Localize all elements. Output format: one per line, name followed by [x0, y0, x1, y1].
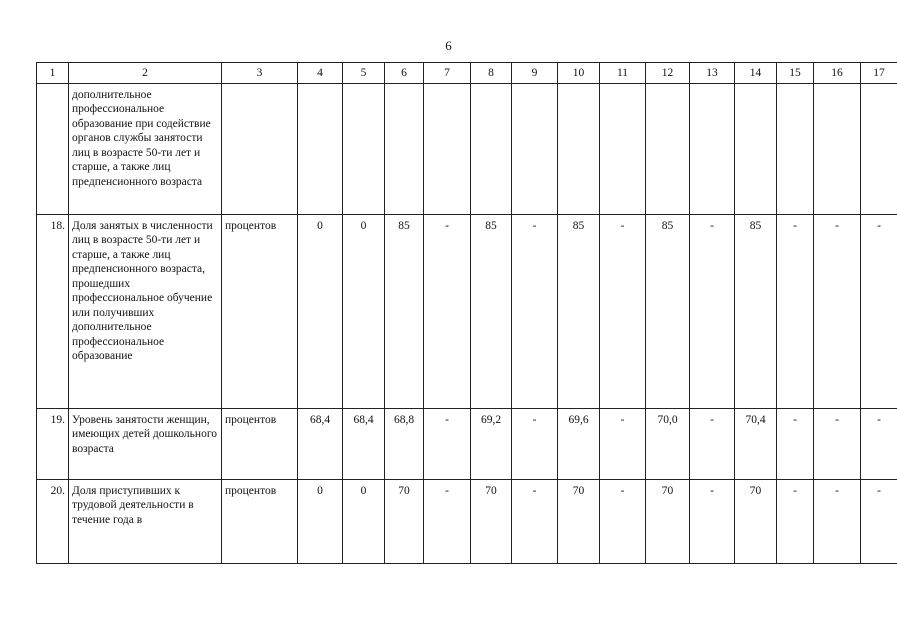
column-header: 2	[69, 63, 222, 84]
value-cell: -	[861, 479, 897, 563]
value-cell: 70	[471, 479, 512, 563]
column-header: 15	[777, 63, 814, 84]
column-header: 17	[861, 63, 897, 84]
value-cell	[735, 83, 777, 214]
value-cell	[646, 83, 690, 214]
value-cell: 70,0	[646, 408, 690, 479]
value-cell: 85	[471, 214, 512, 408]
table-row-18	[37, 214, 897, 408]
column-header: 13	[690, 63, 735, 84]
value-cell: 69,2	[471, 408, 512, 479]
value-cell: 69,6	[558, 408, 600, 479]
column-header: 3	[222, 63, 298, 84]
table-row-20	[37, 479, 897, 563]
value-cell	[814, 83, 861, 214]
value-cell: -	[512, 214, 558, 408]
value-cell: 70	[646, 479, 690, 563]
value-cell: 85	[646, 214, 690, 408]
value-cell: 68,4	[343, 408, 385, 479]
table-row-19	[37, 408, 897, 479]
column-header: 7	[424, 63, 471, 84]
column-number-row	[37, 63, 897, 84]
value-cell: -	[861, 408, 897, 479]
page-number: 6	[445, 38, 452, 53]
column-header: 5	[343, 63, 385, 84]
value-cell: 85	[735, 214, 777, 408]
value-cell: 70,4	[735, 408, 777, 479]
indicator-name-cell: Доля приступивших к трудовой деятельности в течение года в	[69, 479, 222, 563]
value-cell: -	[777, 479, 814, 563]
value-cell: -	[814, 479, 861, 563]
unit-cell: процентов	[222, 479, 298, 563]
column-header: 10	[558, 63, 600, 84]
value-cell: -	[512, 479, 558, 563]
value-cell	[424, 83, 471, 214]
value-cell: -	[690, 479, 735, 563]
value-cell	[600, 83, 646, 214]
row-number-cell: 18.	[37, 214, 69, 408]
value-cell: -	[600, 479, 646, 563]
value-cell: 70	[735, 479, 777, 563]
column-header: 6	[385, 63, 424, 84]
value-cell	[298, 83, 343, 214]
column-header: 11	[600, 63, 646, 84]
column-header: 14	[735, 63, 777, 84]
unit-cell	[222, 83, 298, 214]
row-number-cell: 20.	[37, 479, 69, 563]
value-cell: -	[600, 214, 646, 408]
value-cell: -	[777, 214, 814, 408]
row-number-cell	[37, 83, 69, 214]
column-header: 1	[37, 63, 69, 84]
value-cell	[861, 83, 897, 214]
column-header: 8	[471, 63, 512, 84]
unit-cell: процентов	[222, 408, 298, 479]
value-cell: 0	[343, 214, 385, 408]
value-cell: 85	[385, 214, 424, 408]
value-cell: -	[424, 214, 471, 408]
column-header: 12	[646, 63, 690, 84]
value-cell: 0	[298, 479, 343, 563]
value-cell: -	[777, 408, 814, 479]
value-cell: -	[690, 408, 735, 479]
value-cell: 0	[298, 214, 343, 408]
value-cell: 70	[385, 479, 424, 563]
value-cell	[777, 83, 814, 214]
indicators-table	[36, 62, 897, 564]
value-cell: -	[424, 479, 471, 563]
column-header: 16	[814, 63, 861, 84]
column-header: 9	[512, 63, 558, 84]
value-cell: -	[424, 408, 471, 479]
value-cell	[512, 83, 558, 214]
value-cell	[385, 83, 424, 214]
value-cell	[690, 83, 735, 214]
table-row-continued	[37, 83, 897, 214]
value-cell: 68,8	[385, 408, 424, 479]
value-cell: -	[861, 214, 897, 408]
indicator-name-cell: Уровень занятости женщин, имеющих детей дошкольного возраста	[69, 408, 222, 479]
unit-cell: процентов	[222, 214, 298, 408]
row-number-cell: 19.	[37, 408, 69, 479]
value-cell: 0	[343, 479, 385, 563]
value-cell: -	[600, 408, 646, 479]
value-cell: 85	[558, 214, 600, 408]
column-header: 4	[298, 63, 343, 84]
indicator-name-cell: Доля занятых в численности лиц в возрасте 50-ти лет и старше, а также лиц предпенсионного возраста, прошедших профессиональное обучение или получивших дополнительное профессиональное образование	[69, 214, 222, 408]
value-cell: -	[814, 214, 861, 408]
indicator-name-cell: дополнительное профессиональное образование при содействие органов службы занятости лиц в возрасте 50-ти лет и старше, а также лиц предпенсионного возраста	[69, 83, 222, 214]
value-cell	[471, 83, 512, 214]
value-cell	[343, 83, 385, 214]
value-cell: 68,4	[298, 408, 343, 479]
value-cell: 70	[558, 479, 600, 563]
value-cell: -	[690, 214, 735, 408]
value-cell: -	[512, 408, 558, 479]
value-cell: -	[814, 408, 861, 479]
value-cell	[558, 83, 600, 214]
